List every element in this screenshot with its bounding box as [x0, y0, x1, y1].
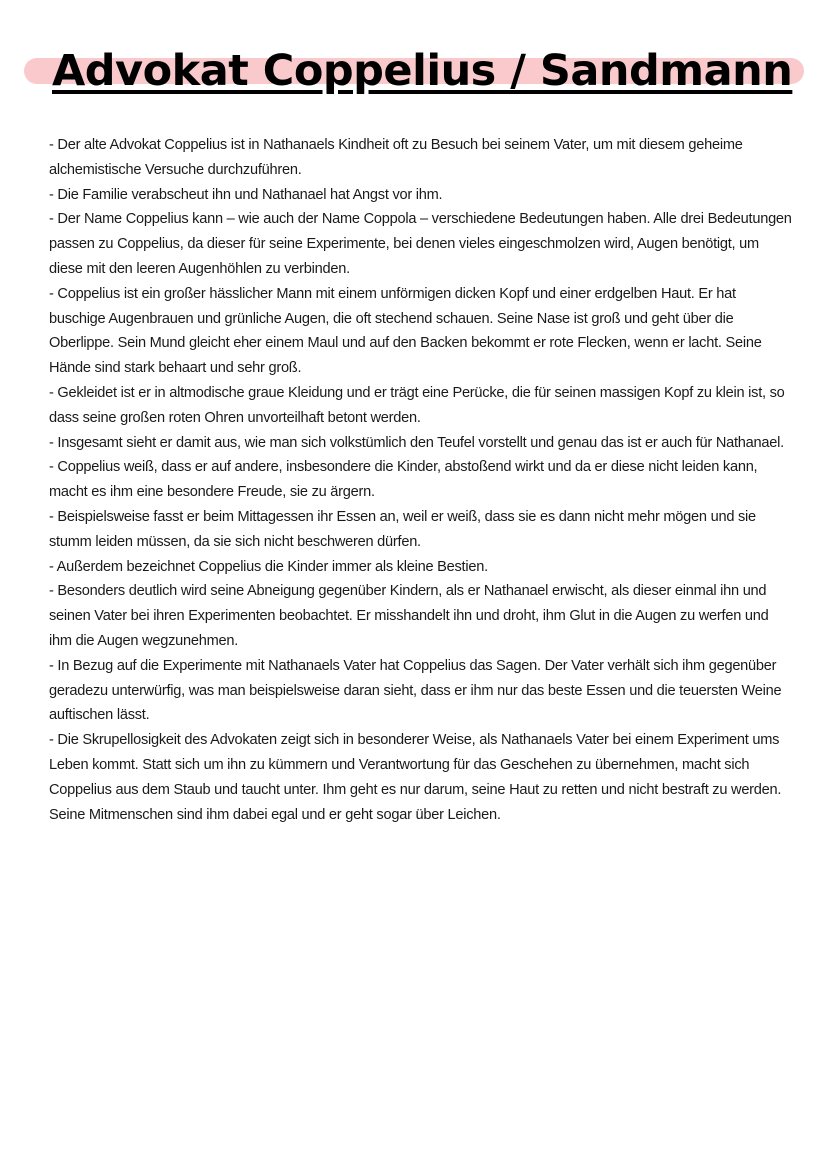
list-item: - Gekleidet ist er in altmodische graue Kleidung und er trägt eine Perücke, die für seinen massigen Kopf zu klein ist, so dass seine großen roten Ohren unvorteilhaft betont werden.: [49, 384, 785, 426]
list-item: - Der alte Advokat Coppelius ist in Nathanaels Kindheit oft zu Besuch bei seinem Vater, um mit diesem geheime alchemistische Versuche durchzuführen.: [49, 137, 743, 178]
list-item: - Coppelius ist ein großer hässlicher Mann mit einem unförmigen dicken Kopf und einer erdgelben Haut. Er hat buschige Augenbrauen und grünliche Augen, die oft stechend schauen. Seine Nase ist groß und geht über die Oberlippe. Sein Mund gleicht eher einem Maul und auf den Backen bekommt er rote Flecken, wenn er lacht. Seine Hände sind stark behaart und sehr groß.: [49, 285, 762, 377]
list-item: - Die Skrupellosigkeit des Advokaten zeigt sich in besonderer Weise, als Nathanaels Vater bei einem Experiment ums Leben kommt. Statt sich um ihn zu kümmern und Verantwortung für das Geschehen zu übernehmen, macht sich Coppelius aus dem Staub und taucht unter. Ihm geht es nur darum, seine Haut zu retten und nicht bestraft zu werden. Seine Mitmenschen sind ihm dabei egal und er geht sogar über Leichen.: [49, 732, 782, 823]
list-item: - In Bezug auf die Experimente mit Nathanaels Vater hat Coppelius das Sagen. Der Vater verhält sich ihm gegenüber geradezu unterwürfig, was man beispielsweise daran sieht, dass er ihm nur das beste Essen und die teuersten Weine auftischen lässt.: [49, 657, 782, 724]
page-title: Advokat Coppelius / Sandmann: [52, 46, 793, 96]
list-item: - Insgesamt sieht er damit aus, wie man sich volkstümlich den Teufel vorstellt und genau das ist er auch für Nathanael.: [49, 434, 784, 451]
bullet-list: [49, 133, 794, 827]
list-item: - Beispielsweise fasst er beim Mittagessen ihr Essen an, weil er weiß, dass sie es dann nicht mehr mögen und sie stumm leiden müssen, da sie sich nicht beschweren dürfen.: [49, 508, 756, 550]
list-item: - Der Name Coppelius kann – wie auch der Name Coppola – verschiedene Bedeutungen haben. Alle drei Bedeutungen passen zu Coppelius, da dieser für seine Experimente, bei denen vieles eingeschmolzen wird, Augen benötigt, um diese mit den leeren Augenhöhlen zu verbinden.: [49, 211, 792, 277]
list-item: - Besonders deutlich wird seine Abneigung gegenüber Kindern, als er Nathanael erwischt, als dieser einmal ihn und seinen Vater bei ihren Experimenten beobachtet. Er misshandelt ihn und droht, ihm Glut in die Augen zu werfen und ihm die Augen wegzunehmen.: [49, 583, 769, 649]
title-block: [24, 36, 806, 106]
list-item: - Außerdem bezeichnet Coppelius die Kinder immer als kleine Bestien.: [49, 558, 488, 575]
list-item: - Coppelius weiß, dass er auf andere, insbesondere die Kinder, abstoßend wirkt und da er diese nicht leiden kann, macht es ihm eine besondere Freude, sie zu ärgern.: [49, 459, 758, 501]
list-item: - Die Familie verabscheut ihn und Nathanael hat Angst vor ihm.: [49, 186, 443, 203]
